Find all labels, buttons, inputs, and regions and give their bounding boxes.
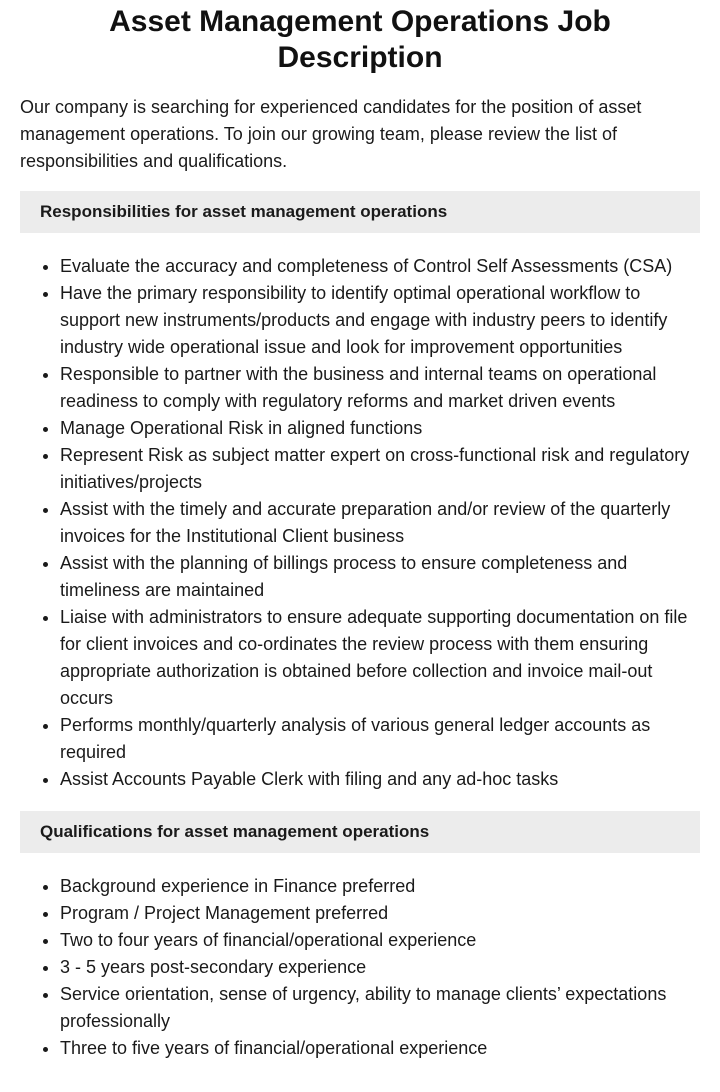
responsibilities-header: Responsibilities for asset management operations bbox=[20, 191, 700, 233]
list-item: • Represent Risk as subject matter expert on cross-functional risk and regulatory initiatives/projects bbox=[60, 442, 700, 496]
list-item: • Assist with the planning of billings process to ensure completeness and timeliness are maintained bbox=[60, 550, 700, 604]
list-item: • Service orientation, sense of urgency, ability to manage clients’ expectations professionally bbox=[60, 981, 700, 1035]
list-item: • Liaise with administrators to ensure adequate supporting documentation on file for client invoices and co-ordinates the review process with them ensuring appropriate authorization is obtained before collection and invoice mail-out occurs bbox=[60, 604, 700, 712]
qualifications-list bbox=[20, 873, 700, 1062]
list-item: • Assist Accounts Payable Clerk with filing and any ad-hoc tasks bbox=[60, 766, 700, 793]
list-item: • 3 - 5 years post-secondary experience bbox=[60, 954, 700, 981]
list-item: • Manage Operational Risk in aligned functions bbox=[60, 415, 700, 442]
qualifications-header: Qualifications for asset management operations bbox=[20, 811, 700, 853]
list-item: • Program / Project Management preferred bbox=[60, 900, 700, 927]
list-item: • Assist with the timely and accurate preparation and/or review of the quarterly invoices for the Institutional Client business bbox=[60, 496, 700, 550]
page-title: Asset Management Operations Job Description bbox=[109, 5, 611, 74]
list-item: • Have the primary responsibility to identify optimal operational workflow to support new instruments/products and engage with industry peers to identify industry wide operational issue and look for improvement opportunities bbox=[60, 280, 700, 361]
responsibilities-list bbox=[20, 253, 700, 793]
list-item: • Two to four years of financial/operational experience bbox=[60, 927, 700, 954]
list-item: • Responsible to partner with the business and internal teams on operational readiness to comply with regulatory reforms and market driven events bbox=[60, 361, 700, 415]
list-item: • Three to five years of financial/operational experience bbox=[60, 1035, 700, 1062]
list-item: • Background experience in Finance preferred bbox=[60, 873, 700, 900]
list-item: • Performs monthly/quarterly analysis of various general ledger accounts as required bbox=[60, 712, 700, 766]
list-item: • Evaluate the accuracy and completeness of Control Self Assessments (CSA) bbox=[60, 253, 700, 280]
intro-paragraph: Our company is searching for experienced candidates for the position of asset management operations. To join our growing team, please review the list of responsibilities and qualifications. bbox=[20, 97, 642, 171]
